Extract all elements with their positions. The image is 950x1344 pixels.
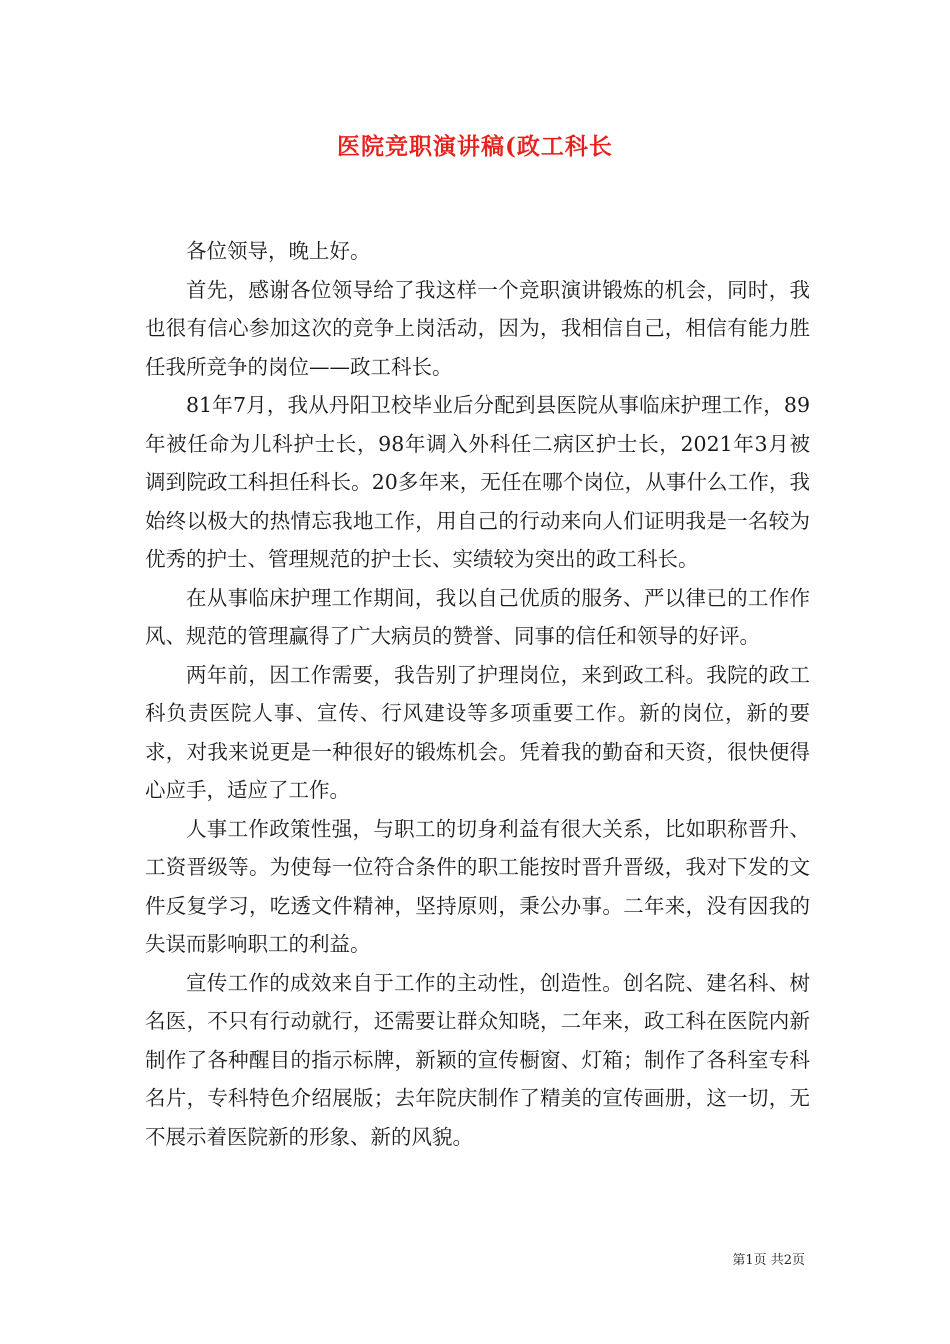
- paragraph-personnel: 人事工作政策性强，与职工的切身利益有很大关系，比如职称晋升、工资晋级等。为使每一位符合条件的职工能按时晋升晋级，我对下发的文件反复学习，吃透文件精神，坚持原则，秉公办事。二年来，没有因我的失误而影响职工的利益。: [145, 816, 810, 956]
- paragraph-transfer: 两年前，因工作需要，我告别了护理岗位，来到政工科。我院的政工科负责医院人事、宣传、行风建设等多项重要工作。新的岗位，新的要求，对我来说更是一种很好的锻炼机会。凭着我的勤奋和天资，很快便得心应手，适应了工作。: [145, 662, 810, 802]
- paragraph-greeting: 各位领导，晚上好。: [186, 239, 371, 263]
- document-title: 医院竞职演讲稿(政工科长: [337, 133, 613, 160]
- paragraph-opening: 首先，感谢各位领导给了我这样一个竞职演讲锻炼的机会，同时，我也很有信心参加这次的竞争上岗活动，因为，我相信自己，相信有能力胜任我所竞争的岗位——政工科长。: [145, 277, 810, 379]
- page-number: 第1页 共2页: [732, 1253, 805, 1268]
- paragraph-publicity: 宣传工作的成效来自于工作的主动性，创造性。创名院、建名科、树名医，不只有行动就行，还需要让群众知晓，二年来，政工科在医院内新制作了各种醒目的指示标牌，新颖的宣传橱窗、灯箱；制作了各科室专科名片，专科特色介绍展版；去年院庆制作了精美的宣传画册，这一切，无不展示着医院新的形象、新的风貌。: [145, 970, 810, 1149]
- paragraph-nursing: 在从事临床护理工作期间，我以自己优质的服务、严以律已的工作作风、规范的管理赢得了广大病员的赞誉、同事的信任和领导的好评。: [145, 585, 810, 648]
- document-body: [145, 232, 810, 1156]
- paragraph-career: 81年7月，我从丹阳卫校毕业后分配到县医院从事临床护理工作，89年被任命为儿科护士长，98年调入外科任二病区护士长，2021年3月被调到院政工科担任科长。20多年来，无任在哪个岗位，从事什么工作，我始终以极大的热情忘我地工作，用自己的行动来向人们证明我是一名较为优秀的护士、管理规范的护士长、实绩较为突出的政工科长。: [145, 393, 810, 571]
